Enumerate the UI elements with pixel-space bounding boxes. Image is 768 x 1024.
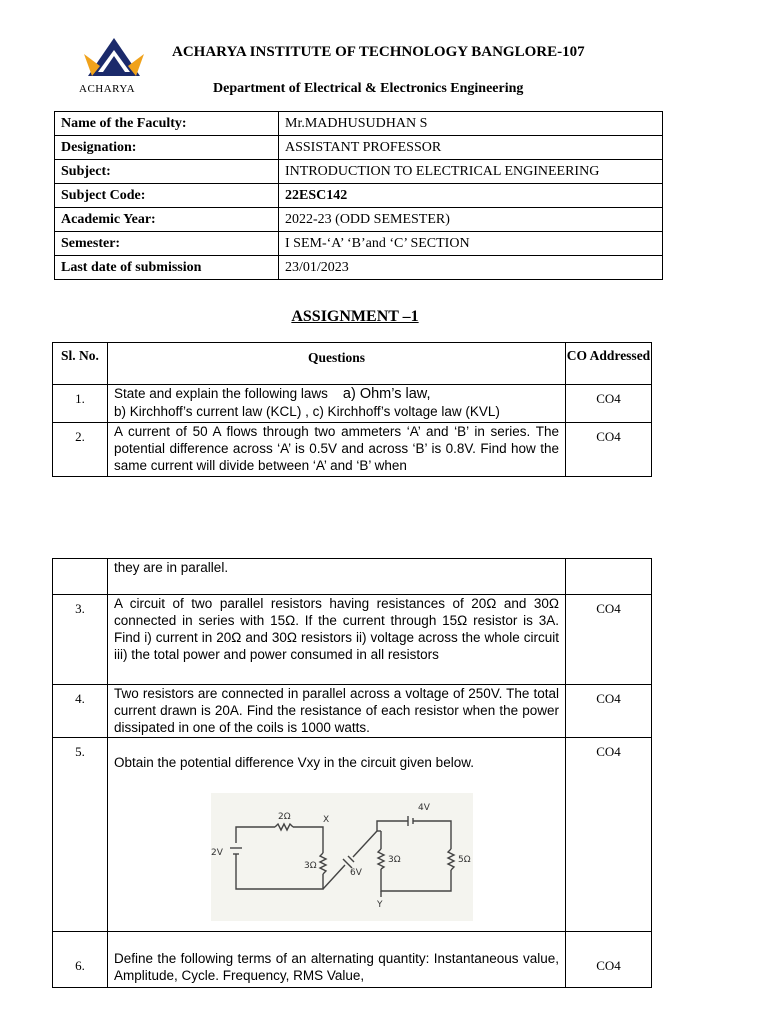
question-number: 5. [53,738,108,932]
info-label: Academic Year: [55,208,279,232]
info-label: Subject: [55,160,279,184]
co-addressed: CO4 [566,595,652,685]
question-text [108,738,566,932]
question-text [108,385,566,423]
department-name: Department of Electrical & Electronics Engineering [213,81,524,96]
sl-no-header: Sl. No. [53,343,108,385]
table-row [53,595,652,685]
co-header: CO Addressed [566,343,652,385]
question-text-part: State and explain the following laws [114,386,328,401]
info-value: 2022-23 (ODD SEMESTER) [279,208,663,232]
table-row [53,559,652,595]
info-label: Semester: [55,232,279,256]
co-addressed: CO4 [566,385,652,423]
co-addressed: CO4 [566,423,652,477]
info-value: 23/01/2023 [279,256,663,280]
circuit-label: 6V [350,868,362,878]
co-addressed: CO4 [566,685,652,738]
logo-text: ACHARYA [79,83,136,95]
question-text-part: b) Kirchhoff’s current law (KCL) , c) Kirchhoff’s voltage law (KVL) [114,404,500,419]
info-row [55,112,663,136]
table-row [53,932,652,988]
question-text: Define the following terms of an alternating quantity: Instantaneous value, Amplitude, Cycle. Frequency, RMS Value, [108,932,566,988]
circuit-label: X [323,815,330,825]
question-text: Two resistors are connected in parallel across a voltage of 250V. The total current drawn is 20A. Find the resistance of each resistor when the power dissipated in one of the coils is 1000 watts. [108,685,566,738]
faculty-info-table [54,111,663,280]
question-number: 1. [53,385,108,423]
info-row [55,160,663,184]
circuit-label: 4V [418,803,430,813]
question-number: 6. [53,932,108,988]
circuit-label: 5Ω [458,855,471,865]
table-row [53,738,652,932]
circuit-diagram [211,793,473,921]
info-value: ASSISTANT PROFESSOR [279,136,663,160]
question-text: A circuit of two parallel resistors having resistances of 20Ω and 30Ω connected in series with 15Ω. If the current through 15Ω resistor is 3A. Find i) current in 20Ω and 30Ω resistors ii) voltage across the whole circuit iii) the total power and power consumed in all resistors [108,595,566,685]
info-label: Designation: [55,136,279,160]
info-row [55,232,663,256]
info-value: 22ESC142 [279,184,663,208]
info-label: Subject Code: [55,184,279,208]
question-text-part: Obtain the potential difference Vxy in the circuit given below. [114,755,474,770]
question-number: 2. [53,423,108,477]
info-value: INTRODUCTION TO ELECTRICAL ENGINEERING [279,160,663,184]
questions-table-page1 [52,342,652,477]
question-text: A current of 50 A flows through two ammeters ‘A’ and ‘B’ in series. The potential difference across ‘A’ is 0.5V and across ‘B’ is 0.8V. Find how the same current will divide between ‘A’ and ‘B’ when [108,423,566,477]
table-row [53,385,652,423]
question-text-continuation: they are in parallel. [108,559,566,595]
table-header-row [53,343,652,385]
table-row [53,685,652,738]
info-label: Last date of submission [55,256,279,280]
table-row [53,423,652,477]
info-row [55,136,663,160]
info-row [55,184,663,208]
co-addressed: CO4 [566,738,652,932]
question-number: 4. [53,685,108,738]
info-row [55,208,663,232]
circuit-label: 2Ω [278,812,291,822]
info-label: Name of the Faculty: [55,112,279,136]
question-text-part: a) Ohm’s law, [342,386,431,402]
institute-name: ACHARYA INSTITUTE OF TECHNOLOGY BANGLORE-107 [172,44,585,60]
info-value: I SEM-‘A’ ‘B’and ‘C’ SECTION [279,232,663,256]
circuit-label: 2V [211,848,223,858]
info-value: Mr.MADHUSUDHAN S [279,112,663,136]
questions-header: Questions [108,343,566,385]
circuit-label: 3Ω [304,861,317,871]
questions-table-page2 [52,558,652,988]
circuit-label: Y [377,900,383,910]
info-row [55,256,663,280]
assignment-title: ASSIGNMENT –1 [291,308,419,325]
co-addressed: CO4 [566,932,652,988]
question-number: 3. [53,595,108,685]
circuit-label: 3Ω [388,855,401,865]
